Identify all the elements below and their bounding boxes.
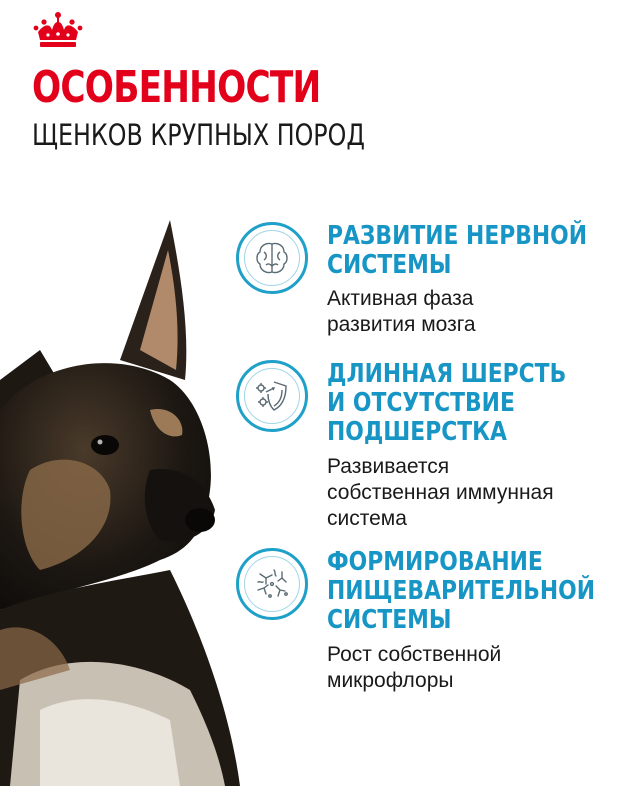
microflora-icon bbox=[236, 548, 308, 620]
feature-description: Рост собственной микрофлоры bbox=[327, 643, 502, 692]
feature-title: ДЛИННАЯ ШЕРСТЬ И ОТСУТСТВИЕ ПОДШЕРСТКА bbox=[327, 359, 567, 447]
page-title: ОСОБЕННОСТИ bbox=[32, 62, 321, 113]
puppy-image bbox=[0, 210, 260, 786]
feature-description: Развивается собственная иммунная система bbox=[327, 455, 554, 530]
brain-icon bbox=[236, 222, 308, 294]
page-subtitle: ЩЕНКОВ КРУПНЫХ ПОРОД bbox=[32, 118, 365, 152]
feature-description: Активная фаза развития мозга bbox=[327, 287, 476, 336]
shield-icon bbox=[236, 360, 308, 432]
feature-title: РАЗВИТИЕ НЕРВНОЙ СИСТЕМЫ bbox=[327, 221, 588, 280]
crown-icon bbox=[32, 10, 84, 50]
feature-title: ФОРМИРОВАНИЕ ПИЩЕВАРИТЕЛЬНОЙ СИСТЕМЫ bbox=[327, 547, 595, 635]
